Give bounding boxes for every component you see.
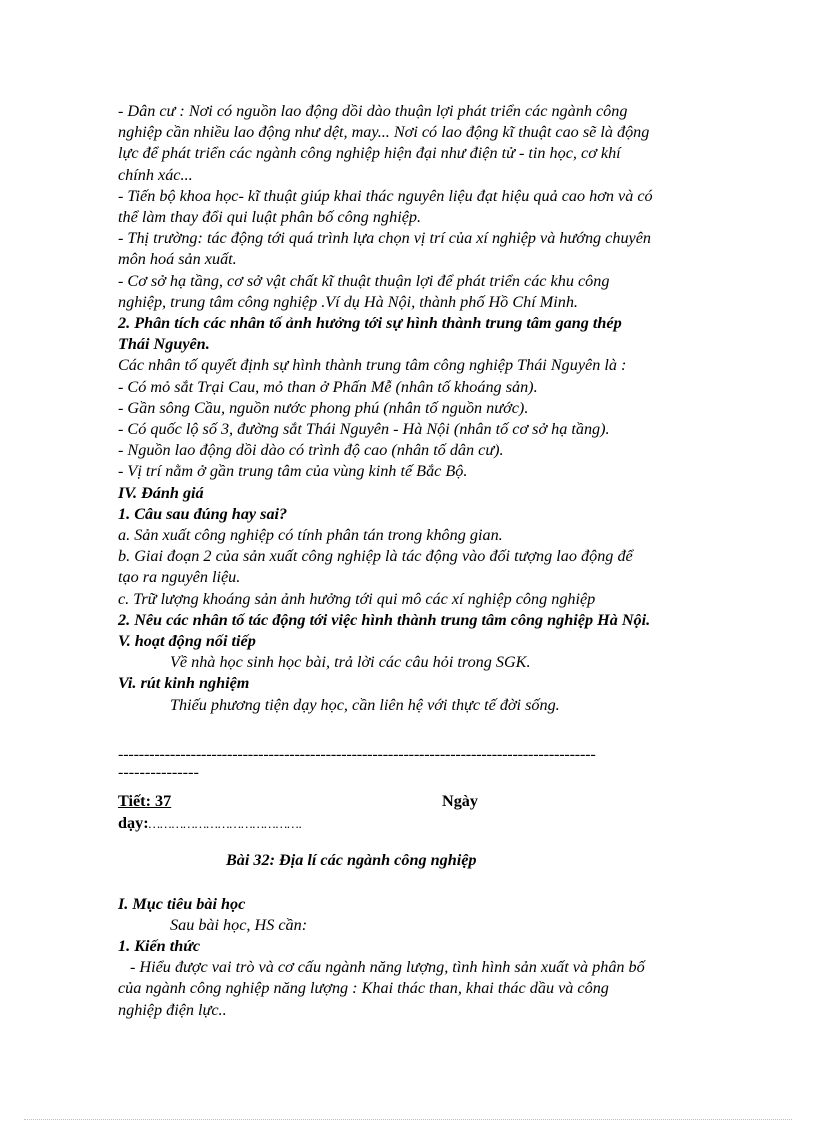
text-line: - Gần sông Cầu, nguồn nước phong phú (nhân tố nguồn nước). [118,398,529,417]
top-paragraphs [118,101,698,313]
section-i-intro: Sau bài học, HS cần: [170,915,308,934]
text-line: - Cơ sở hạ tầng, cơ sở vật chất kĩ thuật thuận lợi để phát triển các khu công [118,271,610,290]
separator-line-short: --------------- [118,765,199,780]
separator-line: -------------------------------------------------------------------------------------------- [118,744,596,763]
text-line: - Nguồn lao động dồi dào có trình độ cao (nhân tố dân cư). [118,441,504,460]
q2-heading-cont: Thái Nguyên. [118,335,210,354]
day-label: dạy: [118,814,149,833]
text-line: - Có quốc lộ số 3, đường sắt Thái Nguyên - Hà Nội (nhân tố cơ sở hạ tầng). [118,420,610,439]
text-line: nghiệp, trung tâm công nghiệp .Ví dụ Hà Nội, thành phố Hồ Chí Minh. [118,292,578,311]
section-vi-heading: Vi. rút kinh nghiệm [118,674,250,693]
text-line: Các nhân tố quyết định sự hình thành trung tâm công nghiệp Thái Nguyên là : [118,356,627,375]
period-label: Tiết: 37 [118,792,172,811]
text-line: - Hiểu được vai trò và cơ cấu ngành năng lượng, tình hình sản xuất và phân bố [130,958,645,977]
q2-lines [118,355,698,482]
text-line: - Tiến bộ khoa học- kĩ thuật giúp khai thác nguyên liệu đạt hiệu quả cao hơn và có [118,186,653,205]
text-line: - Vị trí nằm ở gần trung tâm của vùng kinh tế Bắc Bộ. [118,462,468,481]
iv-items [118,525,698,610]
text-line: - Thị trường: tác động tới quá trình lựa chọn vị trí của xí nghiệp và hướng chuyên [118,229,652,248]
teaching-date [118,813,698,834]
document-page [118,101,698,1021]
text-line: a. Sản xuất công nghiệp có tính phân tán trong không gian. [118,526,503,545]
section-i-sub1: 1. Kiến thức [118,936,201,955]
section-v-text: Về nhà học sinh học bài, trả lời các câu hỏi trong SGK. [170,653,531,672]
section-iv-heading: IV. Đánh giá [118,483,204,502]
q2-heading: 2. Phân tích các nhân tố ảnh hưởng tới sự hình thành trung tâm gang thép [118,314,622,333]
text-line: môn hoá sản xuất. [118,250,237,269]
section-i-heading: I. Mục tiêu bài học [118,894,246,913]
text-line: c. Trữ lượng khoáng sản ảnh hưởng tới qui mô các xí nghiệp công nghiệp [118,589,596,608]
iv-question-2: 2. Nêu các nhân tố tác động tới việc hình thành trung tâm công nghiệp Hà Nội. [118,610,651,629]
text-line: b. Giai đoạn 2 của sản xuất công nghiệp là tác động vào đối tượng lao động để [118,547,633,566]
text-line: chính xác... [118,165,193,184]
text-line: của ngành công nghiệp năng lượng : Khai thác than, khai thác dầu và công [118,979,609,998]
lesson-header [118,791,698,813]
date-label: Ngày [442,792,478,811]
lesson-title: Bài 32: Địa lí các ngành công nghiệp [226,851,477,870]
text-line: thể làm thay đổi qui luật phân bố công nghiệp. [118,208,422,227]
iv-question-1: 1. Câu sau đúng hay sai? [118,504,288,523]
text-line: tạo ra nguyên liệu. [118,568,241,587]
page-bottom-border [24,1119,792,1120]
section-vi-text: Thiếu phương tiện dạy học, cần liên hệ với thực tế đời sống. [170,695,560,714]
text-line: - Dân cư : Nơi có nguồn lao động dồi dào thuận lợi phát triển các ngành công [118,102,628,120]
text-line: - Có mỏ sắt Trại Cau, mỏ than ở Phấn Mễ (nhân tố khoáng sản). [118,377,538,396]
day-dots: …………………………………. [148,816,303,832]
section-v-heading: V. hoạt động nối tiếp [118,632,256,651]
text-line: nghiệp cần nhiều lao động như dệt, may... Nơi có lao động kĩ thuật cao sẽ là động [118,123,650,142]
text-line: nghiệp điện lực.. [118,1000,227,1019]
text-line: lực để phát triển các ngành công nghiệp hiện đại như điện tử - tin học, cơ khí [118,144,621,163]
